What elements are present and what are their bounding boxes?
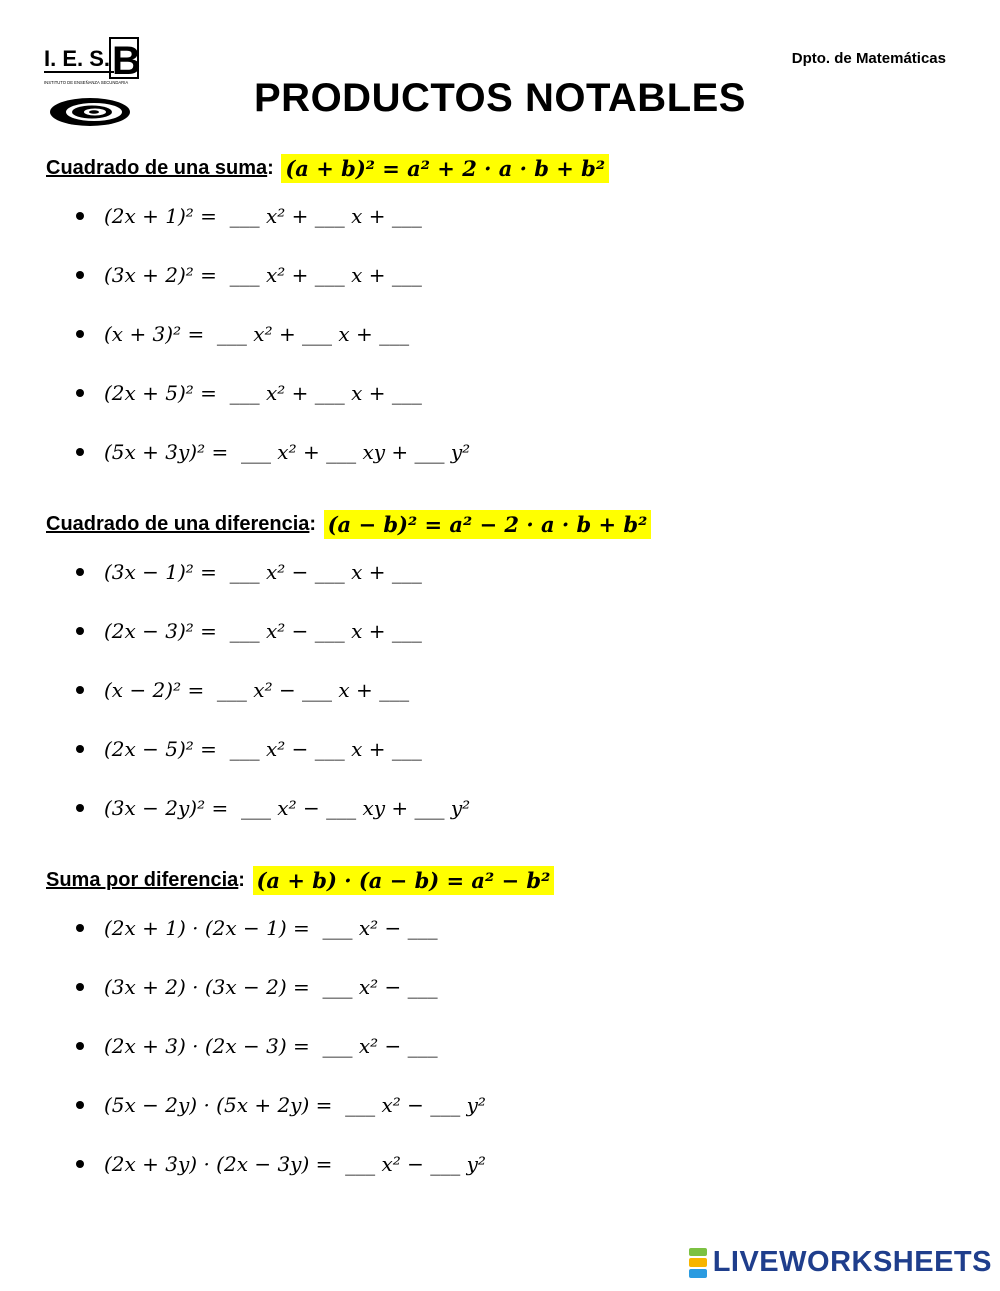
exercise-item [46,719,960,778]
exercise-expression[interactable]: (3x − 1)² = ___ x² − ___ x + ___ [104,559,422,584]
exercise-item [46,778,960,837]
bullet-icon [76,271,84,279]
section-formula: (a + b)² = a² + 2 · a · b + b² [281,154,609,183]
exercise-expression[interactable]: (x + 3)² = ___ x² + ___ x + ___ [104,321,410,346]
exercise-item [46,422,960,481]
exercise-item [46,1075,960,1134]
watermark-text: LIVEWORKSHEETS [712,1246,992,1278]
exercise-expression[interactable]: (2x + 3) · (2x − 3) = ___ x² − ___ [104,1033,438,1058]
logo-caption: INSTITUTO DE ENSEÑANZA SECUNDARIA [44,80,129,85]
exercise-item [46,898,960,957]
exercise-item [46,245,960,304]
liveworksheets-logo-icon [689,1248,707,1278]
exercise-item [46,1016,960,1075]
logo-bar-yellow [689,1258,707,1267]
section-formula: (a − b)² = a² − 2 · a · b + b² [324,510,652,539]
bullet-icon [76,1160,84,1168]
exercise-expression[interactable]: (2x + 1) · (2x − 1) = ___ x² − ___ [104,915,438,940]
liveworksheets-watermark[interactable] [689,1246,992,1279]
exercise-expression[interactable]: (5x + 3y)² = ___ x² + ___ xy + ___ y² [104,439,471,464]
section-heading: Suma por diferencia : (a + b) · (a − b) = a² − b² [46,862,960,898]
section-suma-por-diferencia [46,862,960,1193]
bullet-icon [76,924,84,932]
logo-letter: B [112,39,141,83]
section-heading: Cuadrado de una diferencia : (a − b)² = a² − 2 · a · b + b² [46,506,960,542]
bullet-icon [76,389,84,397]
exercise-expression[interactable]: (3x + 2) · (3x − 2) = ___ x² − ___ [104,974,438,999]
bullet-icon [76,983,84,991]
section-cuadrado-diferencia [46,506,960,837]
section-label: Cuadrado de una suma [46,156,268,179]
bullet-icon [76,212,84,220]
exercise-expression[interactable]: (3x − 2y)² = ___ x² − ___ xy + ___ y² [104,795,471,820]
exercise-item [46,363,960,422]
section-heading: Cuadrado de una suma : (a + b)² = a² + 2 · a · b + b² [46,150,960,186]
bullet-icon [76,1042,84,1050]
exercise-expression[interactable]: (3x + 2)² = ___ x² + ___ x + ___ [104,262,422,287]
bullet-icon [76,448,84,456]
page-title: PRODUCTOS NOTABLES [254,76,746,120]
bullet-icon [76,627,84,635]
logo-text: I. E. S. [44,46,111,71]
bullet-icon [76,686,84,694]
exercise-item [46,542,960,601]
exercise-item [46,304,960,363]
bullet-icon [76,330,84,338]
section-formula: (a + b) · (a − b) = a² − b² [253,866,555,895]
exercise-expression[interactable]: (2x − 3)² = ___ x² − ___ x + ___ [104,618,422,643]
bullet-icon [76,568,84,576]
exercise-item [46,1134,960,1193]
exercise-expression[interactable]: (2x + 3y) · (2x − 3y) = ___ x² − ___ y² [104,1151,486,1176]
exercise-expression[interactable]: (5x − 2y) · (5x + 2y) = ___ x² − ___ y² [104,1092,486,1117]
department-label: Dpto. de Matemáticas [791,50,946,67]
exercise-item [46,957,960,1016]
exercise-item [46,601,960,660]
section-label: Cuadrado de una diferencia [46,512,310,535]
section-cuadrado-suma [46,150,960,481]
bullet-icon [76,804,84,812]
exercise-expression[interactable]: (2x + 1)² = ___ x² + ___ x + ___ [104,203,422,228]
exercise-expression[interactable]: (2x + 5)² = ___ x² + ___ x + ___ [104,380,422,405]
logo-bar-green [689,1248,707,1257]
exercise-expression[interactable]: (2x − 5)² = ___ x² − ___ x + ___ [104,736,422,761]
exercise-item [46,186,960,245]
bullet-icon [76,1101,84,1109]
exercise-item [46,660,960,719]
exercise-expression[interactable]: (x − 2)² = ___ x² − ___ x + ___ [104,677,410,702]
exercise-list [46,898,960,1193]
exercise-list [46,186,960,481]
section-label: Suma por diferencia [46,868,239,891]
exercise-list [46,542,960,837]
logo-bar-blue [689,1269,707,1278]
bullet-icon [76,745,84,753]
